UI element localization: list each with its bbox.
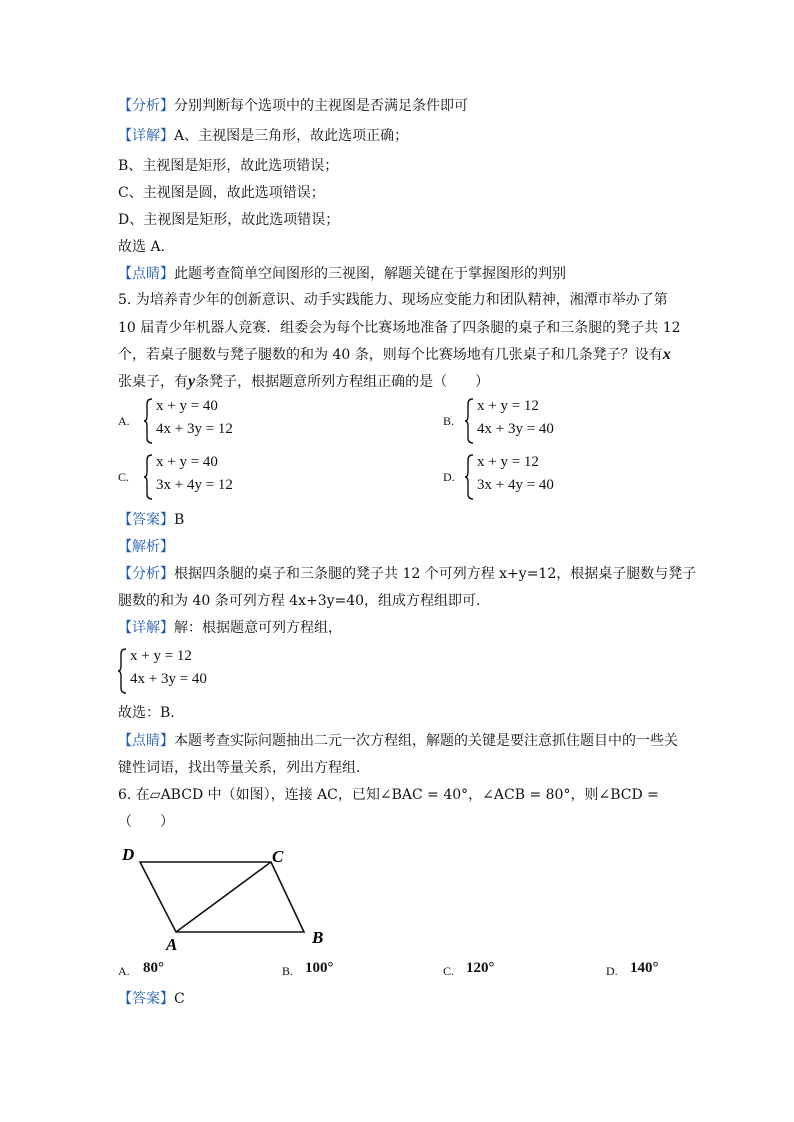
q5-stem-line1: 5. 为培养青少年的创新意识、动手实践能力、现场应变能力和团队精神，湘潭市举办了第 bbox=[118, 292, 668, 308]
diagonal-ac bbox=[176, 862, 271, 932]
section-tag: 【点睛】 bbox=[118, 733, 174, 749]
line-text: C、主视图是圆，故此选项错误； bbox=[118, 185, 325, 201]
section-tag: 【详解】 bbox=[118, 620, 174, 636]
section-tag: 【解析】 bbox=[118, 539, 174, 555]
equation-row: x + y = 12 bbox=[477, 398, 539, 414]
q6-option-d-value[interactable] bbox=[630, 960, 659, 977]
vertex-label-c: C bbox=[272, 847, 284, 866]
vertex-label-a: A bbox=[166, 935, 178, 954]
vertex-label-b: B bbox=[312, 928, 324, 947]
line-text: A、主视图是三角形，故此选项正确； bbox=[174, 128, 409, 144]
analysis-line bbox=[118, 96, 468, 116]
section-tag: 【分析】 bbox=[118, 566, 174, 582]
line-text: 本题考查实际问题抽出二元一次方程组，解题的关键是要注意抓住题目中的一些关 bbox=[174, 733, 678, 749]
q5-stem-line3 bbox=[118, 345, 671, 365]
q5-solution-system bbox=[118, 648, 248, 694]
option-a-label[interactable]: A. bbox=[118, 414, 130, 428]
option-value: 140° bbox=[630, 960, 659, 976]
var-y: y bbox=[188, 373, 196, 390]
equation-row: 3x + 4y = 40 bbox=[477, 477, 554, 493]
q5-answer bbox=[118, 510, 184, 530]
equation-row: x + y = 40 bbox=[156, 454, 218, 470]
equation-row: x + y = 12 bbox=[477, 454, 539, 470]
detail-line bbox=[118, 183, 325, 203]
q5-stem-line2: 10 届青少年机器人竞赛．组委会为每个比赛场地准备了四条腿的桌子和三条腿的凳子共 12 bbox=[118, 320, 681, 336]
option-value: 120° bbox=[466, 960, 495, 976]
q5-xj-line bbox=[118, 618, 342, 638]
option-b-label[interactable]: B. bbox=[443, 414, 455, 428]
brace-icon bbox=[465, 454, 475, 500]
section-tag: 【答案】 bbox=[118, 991, 174, 1007]
brace-icon bbox=[118, 648, 128, 694]
q6-stem-line1: 6. 在▱ABCD 中（如图），连接 AC，已知∠BAC = 40°，∠ACB = 80°，则∠BCD = bbox=[118, 787, 659, 803]
answer-value: C bbox=[174, 991, 185, 1007]
q5-stem-line4 bbox=[118, 372, 489, 392]
option-value: 80° bbox=[143, 960, 164, 976]
brace-icon bbox=[144, 398, 154, 444]
equation-row: x + y = 12 bbox=[130, 648, 192, 664]
q5-choose: 故选：B. bbox=[118, 705, 175, 721]
q6-option-b-label[interactable]: B. bbox=[282, 964, 294, 978]
section-tag: 【详解】 bbox=[118, 128, 174, 144]
q5-comment-line1 bbox=[118, 731, 678, 751]
line-text: B、主视图是矩形，故此选项错误； bbox=[118, 158, 339, 174]
option-value: 100° bbox=[305, 960, 334, 976]
line-text: 个，若桌子腿数与凳子腿数的和为 40 条，则每个比赛场地有几张桌子和几条凳子？设有 bbox=[118, 347, 663, 363]
q6-option-b-value[interactable] bbox=[305, 960, 334, 977]
q5-fx-line1 bbox=[118, 564, 696, 584]
detail-line bbox=[118, 156, 338, 176]
option-c-system[interactable] bbox=[144, 454, 264, 500]
q5-fx-line2: 腿数的和为 40 条可列方程 4x+3y=40，组成方程组即可. bbox=[118, 593, 481, 609]
brace-icon bbox=[465, 398, 475, 444]
equation-row: 3x + 4y = 12 bbox=[156, 477, 233, 493]
q6-option-a-value[interactable] bbox=[143, 960, 164, 977]
section-tag: 【点睛】 bbox=[118, 266, 174, 282]
q6-option-c-value[interactable] bbox=[466, 960, 495, 977]
line-text: D、主视图是矩形，故此选项错误； bbox=[118, 212, 340, 228]
equation-row: 4x + 3y = 12 bbox=[156, 421, 233, 437]
equation-row: 4x + 3y = 40 bbox=[130, 671, 207, 687]
detail-line bbox=[118, 126, 408, 146]
answer-value: B bbox=[174, 512, 185, 528]
var-x: x bbox=[662, 346, 671, 363]
q6-option-c-label[interactable]: C. bbox=[443, 964, 455, 978]
option-d-label[interactable]: D. bbox=[443, 470, 455, 484]
q6-option-d-label[interactable]: D. bbox=[606, 964, 618, 978]
section-tag: 【分析】 bbox=[118, 98, 174, 114]
equation-row: x + y = 40 bbox=[156, 398, 218, 414]
line-text: 张桌子，有 bbox=[118, 374, 188, 390]
option-a-system[interactable] bbox=[144, 398, 264, 444]
line-text: 故选 A. bbox=[118, 239, 166, 255]
comment-line bbox=[118, 264, 566, 284]
equation-row: 4x + 3y = 40 bbox=[477, 421, 554, 437]
option-d-system[interactable] bbox=[465, 454, 585, 500]
q5-comment-line2: 键性词语，找出等量关系，列出方程组. bbox=[118, 760, 361, 776]
line-text: 根据四条腿的桌子和三条腿的凳子共 12 个可列方程 x+y=12，根据桌子腿数与凳子 bbox=[174, 566, 697, 582]
brace-icon bbox=[144, 454, 154, 500]
q5-analysis-tag bbox=[118, 537, 174, 557]
q6-stem-line2: （ ） bbox=[118, 814, 174, 830]
option-c-label[interactable]: C. bbox=[118, 470, 130, 484]
choose-line bbox=[118, 237, 165, 257]
line-text: 解：根据题意可列方程组， bbox=[174, 620, 342, 636]
detail-line bbox=[118, 210, 339, 230]
section-tag: 【答案】 bbox=[118, 512, 174, 528]
vertex-label-d: D bbox=[122, 845, 135, 864]
line-text: 分别判断每个选项中的主视图是否满足条件即可 bbox=[174, 98, 468, 114]
option-b-system[interactable] bbox=[465, 398, 585, 444]
line-text: 此题考查简单空间图形的三视图，解题关键在于掌握图形的判别 bbox=[174, 266, 566, 282]
line-text: 条凳子，根据题意所列方程组正确的是（ ） bbox=[195, 374, 490, 390]
parallelogram-figure bbox=[118, 842, 338, 954]
parallelogram-shape bbox=[140, 862, 304, 932]
q6-answer bbox=[118, 989, 185, 1009]
q6-option-a-label[interactable]: A. bbox=[118, 964, 130, 978]
